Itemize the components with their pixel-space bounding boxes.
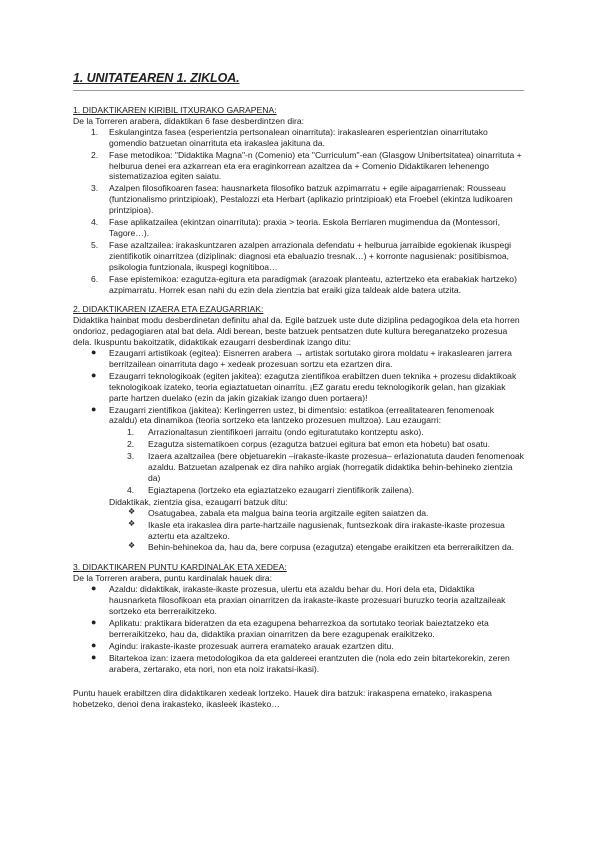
item-text: Azalpen filosofikoaren fasea: hausnarketa filosofiko batzuk azpimarratu + egile aipagarrienak: Rousseau (funtzionalismo printzipioak), Pestalozzi eta Herbart (aplikazio printzipioak) eta Froebel (ekintza ludikoaren printzipioa). (109, 183, 513, 216)
section-puntu-kardinalak (73, 562, 524, 710)
item-text: Ezaugarri zientifikoa (jakitea): Kerlingerren ustez, bi dimentsio: estatikoa (errealitatearen fenomenoak azaldu) eta dinamikoa (teoria sortzeko eta lantzeko prozesuen multzoa). Lau ezaugarri: (109, 404, 495, 426)
item-text: Behin-behinekoa da, hau da, bere corpusa (ezagutza) etengabe eraikitzen eta berreraikitzen da. (148, 542, 514, 553)
list-item (73, 485, 524, 496)
bullet-item (73, 641, 524, 652)
bullet-item (73, 348, 524, 370)
bullet-item (73, 653, 524, 675)
list-item (73, 427, 524, 438)
item-text: Egiaztapena (lortzeko eta egiaztatzeko ezaugarri zientifikorik zailena). (148, 484, 415, 495)
item-text: Izaera azaltzailea (bere objetuarekin –irakaste-ikaste prozesua– erlazionatuta dauden fenomenoak azaldu. Batzuetan azalpenak ez dira nahiko argiak (horregatik didaktika behin-behineko zientzia da) (148, 451, 524, 483)
ezaugarri-list (73, 348, 524, 426)
item-number: 3. (127, 451, 135, 462)
item-text: Fase azaltzailea: irakaskuntzaren azalpen arrazionala defendatu + helburua jarraibide egokienak ikuspegi zientifikotik oinarritzea (diziplinak: diagnosi eta ebaluazio tresnak…) + korronte nagusienak: positibismoa, psikologia funtzionala, ikuspegi kognitiboa… (109, 239, 512, 272)
didaktika-ezaugarri-list (73, 508, 524, 554)
item-number: 6. (91, 273, 99, 284)
section-heading: 1. DIDAKTIKAREN KIRIBIL ITXURAKO GARAPENA: (73, 105, 277, 115)
list-item (73, 150, 524, 183)
bullet-icon: ● (91, 639, 97, 650)
item-number: 1. (127, 427, 135, 438)
bullet-icon: ● (91, 347, 97, 358)
bullet-icon: ● (91, 651, 97, 662)
section-intro: De la Torreren arabera, puntu kardinalak hauek dira: (73, 573, 273, 584)
bullet-icon: ● (91, 616, 97, 627)
item-number: 4. (127, 484, 135, 495)
section-intro: Didaktika hainbat modu desberdinetan definitu ahal da. Egile batzuek uste dute diziplina pedagogikoa dela eta horren ondorioz, pedagogiaren atal bat dela. Aldi berean, beste batzuek pentsatzen dute kultura bereganatzeko prozesua dela. Ikuspuntu bakoitzatik, didaktikak ezaugarri desberdinak izango ditu: (73, 315, 520, 348)
item-text: Fase aplikatzailea (ekintzan oinarrituta): praxia > teoria. Eskola Berriaren mugimendua da (Montessori, Tagore…). (109, 217, 500, 238)
list-item (73, 274, 524, 296)
bullet-item (73, 520, 524, 542)
closing-paragraph: Puntu hauek erabiltzen dira didaktikaren xedeak lortzeko. Hauek dira batzuk: irakaspena emateko, irakaspena hobetzeko, denoi dena irakasteko, ikasleek ikasteko… (73, 688, 492, 710)
item-text: Fase metodikoa: "Didaktika Magna"-n (Comenio) eta "Curriculum"-ean (Glasgow Unibertsitatea) oinarrituta + helburua denei era azkarrean eta era eraginkorrean azaltzea da + Comenio Didaktikaren lehenengo sistematizazioa egiten saiatu. (109, 149, 522, 182)
bullet-item (73, 584, 524, 617)
item-number: 2. (91, 149, 99, 160)
item-number: 4. (91, 217, 99, 228)
item-text: Agindu: irakaste-ikaste prozesuak aurrera eramateko arauak ezartzen ditu. (109, 640, 394, 651)
item-text: Arrazionaltasun zientifikoeri jarraitu (ondo egituratutako kontzeptu asko). (148, 427, 424, 438)
item-text: Eskulangintza fasea (esperientzia pertsonalean oinarrituta): irakaslearen esperientzian oinarritutako gomendio batzuetan oinarrituta eta irakaslea jakituna da. (109, 126, 488, 148)
zientifiko-sub-list (73, 427, 524, 495)
list-item (73, 451, 524, 484)
item-number: 5. (91, 239, 99, 250)
item-number: 1. (91, 126, 99, 137)
fase-list (73, 127, 524, 296)
diamond-bullet-icon: ❖ (128, 506, 136, 516)
item-text: Ezaugarri teknologikoak (egiten jakitea): ezagutza zientifikoa erabiltzen duen teknika + prozesu didaktikoak teknologikoak izateko, teoria egiaztatuetan oinarritu. ¡EZ garatu eredu teknologikorik gelan, han gizakiak parte hartzen duelako (ezin da jakin gizakiak izango duen portaera)! (109, 370, 517, 403)
bullet-item (73, 618, 524, 640)
diamond-bullet-icon: ❖ (128, 518, 136, 528)
list-item (73, 217, 524, 239)
item-text: Bitartekoa izan: izaera metodologikoa da eta galdereei erantzuten die (nola edo zein bitartekorekin, zeren arabera, zertarako, eta nori, non eta noiz irakatsi-ikasi). (109, 652, 510, 674)
lead-text: Didaktikak, zientzia gisa, ezaugarri batzuk ditu: (109, 496, 288, 507)
list-item (73, 183, 524, 216)
bullet-icon: ● (91, 369, 97, 380)
bullet-item (73, 542, 524, 553)
item-text: Ikasle eta irakaslea dira parte-hartzaile nagusienak, funtsezkoak dira irakaste-ikaste prozesua aztertu eta azaltzeko. (148, 519, 505, 541)
list-item (73, 439, 524, 450)
item-number: 3. (91, 183, 99, 194)
section-izaera-ezaugarriak (73, 304, 524, 553)
bullet-item (73, 405, 524, 427)
list-item (73, 240, 524, 273)
section-heading: 3. DIDAKTIKAREN PUNTU KARDINALAK ETA XEDEA: (73, 562, 287, 573)
section-heading: 2. DIDAKTIKAREN IZAERA ETA EZAUGARRIAK: (73, 304, 264, 315)
item-text: Ezagutza sistematikoen corpus (ezagutza batzuei egitura bat emon eta hobetu) bat osatu. (148, 439, 491, 450)
item-text: Azaldu: didaktikak, irakaste-ikaste prozesua, ulertu eta azaldu behar du. Hori dela eta, Didaktika hausnarketa filosofikoan eta praxian oinarritzen da irakaste-ikaste prozesuari buruzko teoria azaltzaileak sortzeko eta berreraikitzeko. (109, 584, 506, 616)
bullet-item (73, 371, 524, 404)
section-intro: De la Torreren arabera, didaktikan 6 fase desberdintzen dira: (73, 115, 305, 126)
section-kiribil-garapena (73, 105, 524, 295)
bullet-icon: ● (91, 403, 97, 414)
bullet-icon: ● (91, 583, 97, 594)
title-divider (73, 90, 524, 91)
bullet-item (73, 508, 524, 519)
item-text: Osatugabea, zabala eta malgua baina teoria argitzaile egiten saiatzen da. (148, 507, 429, 518)
list-item (73, 127, 524, 149)
diamond-bullet-icon: ❖ (128, 541, 136, 551)
puntu-kardinal-list (73, 584, 524, 674)
item-number: 2. (127, 439, 135, 450)
item-text: Ezaugarri artistikoak (egitea): Eisnerren arabera → artistak sortutako girora moldatu + irakaslearen jarrera berritzailean oinarrituta dago + xedeak prozesuan sortzu eta ezartzen dira. (109, 348, 512, 369)
item-text: Aplikatu: praktikara bideratzen da eta ezagupena beharrezkoa da sortutako teoriak baieztatzeko eta berreraikitzeko, hau da, didaktika praxian oinarritzen da bere ezagupenak eraikitzeko. (109, 617, 489, 639)
item-text: Fase epistemikoa: ezagutza-egitura eta paradigmak (arazoak planteatu, aztertzeko eta erabakiak hartzeko) azpimarratu. Horrek esan nahi du ezin dela zientzia bat eraiki giza taldeak alde batera utzita. (109, 273, 517, 295)
document-title: 1. UNITATEAREN 1. ZIKLOA. (73, 71, 240, 85)
